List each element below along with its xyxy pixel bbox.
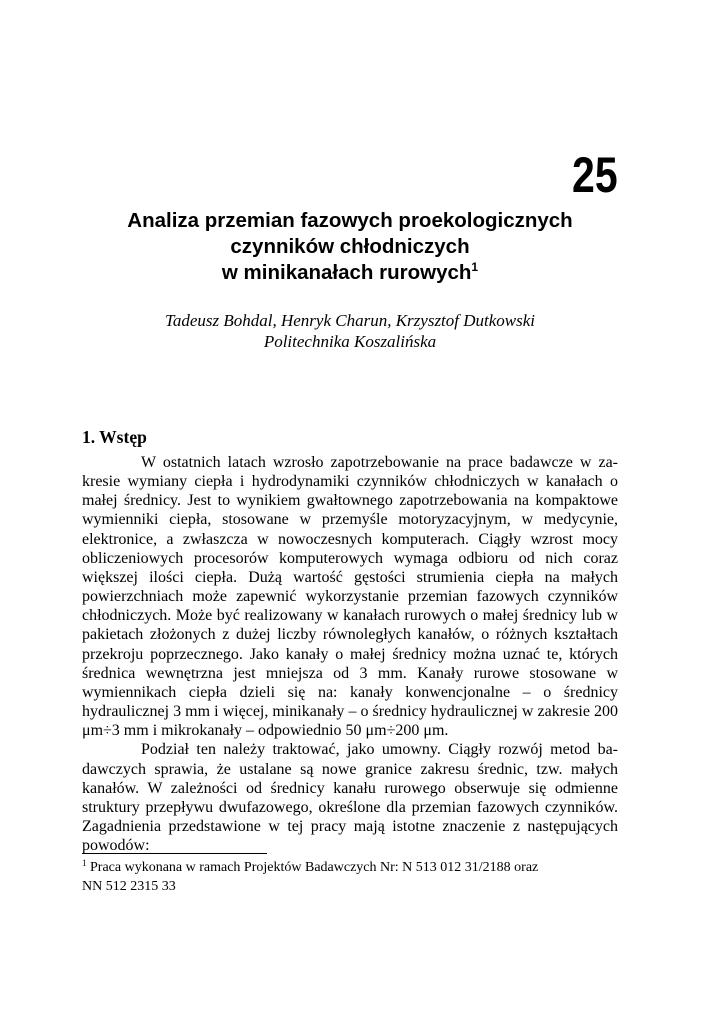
section-heading: 1. Wstęp xyxy=(82,427,147,447)
paragraph-2: Podział ten należy traktować, jako umowny. Ciągły rozwój metod badawczych sprawia, że ustalane są nowe granice zakresu średnic, tzw. małych kanałów. W zależności od średnicy kanału rurowego obserwuje się odmienne struktury przepływu dwufazowego, określone dla przemian fazowych czynników. Zagadnienia przedstawione w tej pracy mają istotne znaczenie z następujących powodów: xyxy=(82,741,618,855)
title-footnote-marker: 1 xyxy=(471,260,479,274)
footnote-marker: 1 xyxy=(82,858,87,868)
footnote-line-2: NN 512 2315 33 xyxy=(82,879,176,894)
footnote-divider xyxy=(82,853,267,854)
title-line-3 xyxy=(80,260,620,286)
title-line-2: czynników chłodniczych xyxy=(230,235,470,258)
title-line-3-text: w minikanałach rurowych xyxy=(221,261,472,284)
paragraph-1: W ostatnich latach wzrosło zapotrzebowanie na prace badawcze w zakresie wymiany ciepła i hydrodynamiki czynników chłodniczych w kanałach o małej średnicy. Jest to wynikiem gwałtownego zapotrzebowania na kompaktowe wymienniki ciepła, stosowane w przemyśle motoryzacyjnym, w medycynie, elektronice, a zwłaszcza w nowoczesnych komputerach. Ciągły wzrost mocy obliczeniowych procesorów komputerowych wymaga odbioru od nich coraz większej ilości ciepła. Dużą wartość gęstości strumienia ciepła na małych powierzchniach może zapewnić wykorzystanie przemian fazowych czynników chłodniczych. Może być realizowany w kanałach rurowych o małej średnicy lub w pakietach złożonych z dużej liczby równoległych kanałów, o różnych kształtach przekroju poprzecznego. Jako kanały o małej średnicy można uznać te, których średnica wewnętrzna jest mniejsza od 3 mm. Kanały rurowe stosowane w wymiennikach ciepła dzieli się na: kanały konwencjonalne – o średnicy hydraulicznej 3 mm i więcej, minikanały – o średnicy hydraulicznej w zakresie 200 μm÷3 mm i mikrokanały – odpowiednio 50 μm÷200 μm. xyxy=(82,454,618,740)
footnote-line-1-text: Praca wykonana w ramach Projektów Badawczych Nr: N 513 012 31/2188 oraz xyxy=(90,860,539,875)
footnote xyxy=(82,858,618,896)
author-affiliation: Politechnika Koszalińska xyxy=(263,332,437,351)
chapter-title xyxy=(80,208,620,286)
authors-block xyxy=(80,310,620,352)
footnote-line-1 xyxy=(82,858,618,877)
author-names: Tadeusz Bohdal, Henryk Charun, Krzysztof Dutkowski xyxy=(164,311,536,330)
title-line-1: Analiza przemian fazowych proekologicznych xyxy=(127,209,573,232)
body-text xyxy=(82,453,618,855)
chapter-number: 25 xyxy=(572,147,618,203)
